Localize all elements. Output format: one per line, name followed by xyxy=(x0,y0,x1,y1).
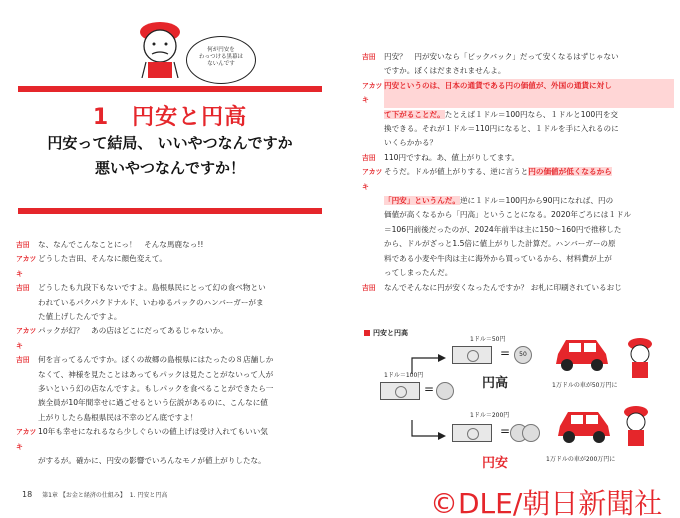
highlight-text: 円の価値が低くなるから xyxy=(528,167,612,177)
dialog-text: 換できる。それが１ドル＝110円になると、１ドルを手に入れるのに xyxy=(384,124,619,134)
dialog-text: どうした吉田、そんなに顔色変えて。 xyxy=(38,254,167,264)
dialog-line xyxy=(362,151,674,165)
rate-mid: 1ドル＝100円 xyxy=(384,372,424,379)
speaker-label: 吉田 xyxy=(16,241,30,249)
car-bottom-icon xyxy=(554,404,614,446)
diagram-title: 円安と円高 xyxy=(373,329,408,337)
title-band-bottom xyxy=(18,208,322,214)
title-band-top xyxy=(18,86,322,92)
speaker-label: 吉田 xyxy=(362,153,376,162)
bubble-text: 何が円安を わっつける黒幕は ないんです xyxy=(199,47,243,67)
dialog-text: 多いという幻の店なんですよ。もしパックを食べることができたら一 xyxy=(38,384,274,394)
equals-sign: = xyxy=(424,382,435,396)
coin-50-icon: 50 xyxy=(514,346,532,364)
dialog-text: 何を言ってるんですか。ぼくの故郷の島根県にはたったの８店舗しか xyxy=(38,355,274,365)
dialog-line xyxy=(16,252,328,281)
arrow-down-icon xyxy=(412,420,438,436)
dialog-text: 110円ですね。あ、値上がりしてます。 xyxy=(384,152,520,162)
copyright-watermark: ©DLE/朝日新聞社 xyxy=(430,487,663,518)
section-title: 1 円安と円高 xyxy=(92,105,248,130)
chapter-title: 【お金と経済の仕組み】 xyxy=(59,492,126,499)
page-number: 18 xyxy=(22,490,33,499)
yen-high-label: 円高 xyxy=(482,376,509,391)
rate-bottom: 1ドル＝200円 xyxy=(470,412,510,419)
mascot-small-icon xyxy=(616,404,656,448)
left-dialog xyxy=(16,238,328,469)
dialog-text-block xyxy=(362,194,674,208)
car-top-icon xyxy=(552,332,612,374)
dialog-text: 族全員が10年間幸せに過ごせるという伝説があるのに、こんなに値 xyxy=(38,398,268,408)
speaker-label: アカツキ xyxy=(16,428,37,451)
dialog-text: われているパクパクドナルド、いわゆるパックのハンバーガーがま xyxy=(38,297,264,307)
dialog-text: から、ドルがざっと1.5倍に値上がりした計算だ。ハンバーガーの原 xyxy=(384,239,616,249)
dialog-text: た値上げしたんですよ。 xyxy=(38,312,122,322)
page-footer xyxy=(22,490,167,499)
rate-top: 1ドル＝50円 xyxy=(470,336,506,343)
arrow-head-icon xyxy=(438,432,446,440)
dialog-line xyxy=(362,79,674,108)
dollar-bill-icon xyxy=(452,346,492,364)
dialog-text: 価値が高くなるから「円高」ということになる。2020年ごろには１ドル xyxy=(384,210,632,220)
speaker-label: アカツキ xyxy=(362,168,383,191)
equals-sign: = xyxy=(500,424,511,438)
chapter-label: 第1章 xyxy=(42,492,58,499)
dialog-line xyxy=(16,238,328,252)
dialog-text: な、なんでこんなことにっ！ そんな馬鹿なっ!! xyxy=(38,240,204,249)
right-dialog xyxy=(362,50,674,295)
dialog-text: がするが。確かに、円安の影響でいろんなモノが値上がりしたな。 xyxy=(38,456,266,466)
coin-100-icon xyxy=(436,382,454,400)
dialog-text: なくて、神様を見たことはあってもパックは見たことがないって人が xyxy=(38,369,274,379)
dialog-text: ってしまったんだ。 xyxy=(384,268,453,278)
subtitle-line-1: 円安って結局、 いいやつなんですか xyxy=(47,134,293,152)
mascot-small-icon xyxy=(620,336,660,380)
dialog-text: 円安？ 円が安いなら「ビックバック」だって安くなるはずじゃない xyxy=(384,52,619,61)
dialog-text: 上がりしたら島根県民は不幸のどん底ですよ！ xyxy=(38,412,198,422)
speaker-label: 吉田 xyxy=(362,283,376,292)
coin-100-icon xyxy=(522,424,540,442)
dialog-line xyxy=(362,50,674,64)
speaker-label: 吉田 xyxy=(362,53,376,61)
dialog-text: なんでそんなに円が安くなったんですか？ お札に印刷されているおじ xyxy=(384,282,622,292)
car-top-caption: 1万ドルの車が50万円に xyxy=(552,382,618,389)
diagram-label xyxy=(364,328,408,338)
dialog-text: パックが幻？ あの店はどこにだってあるじゃないか。 xyxy=(38,326,228,336)
dialog-line xyxy=(362,165,674,194)
speaker-label: 吉田 xyxy=(16,356,30,365)
dialog-text: 10年も幸せになれるなら少しぐらいの値上げは受け入れてもいい気 xyxy=(38,427,268,437)
label-square-icon xyxy=(364,330,370,336)
section-label: 1. 円安と円高 xyxy=(129,492,168,499)
yen-low-label: 円安 xyxy=(482,456,509,471)
equals-sign: = xyxy=(500,346,511,360)
dialog-text: 料である小麦や牛肉は主に海外から買っているから、材料費が上が xyxy=(384,253,612,263)
dollar-bill-icon xyxy=(452,424,492,442)
dialog-text: どうしたも九段下もないですよ。島根県民にとって幻の食べ物とい xyxy=(38,283,266,293)
car-bottom-caption: 1万ドルの車が200万円に xyxy=(546,456,616,463)
dialog-text: そうだ。ドルが値上がりする、逆に言うと xyxy=(384,167,529,177)
dialog-text: いくらかかる？ xyxy=(384,138,438,148)
highlight-text: 円安というのは、日本の通貨である円の価値が、外国の通貨に対し xyxy=(384,79,674,108)
speaker-label: アカツキ xyxy=(362,81,383,105)
dialog-text: たとえば１ドル＝100円なら、１ドルと100円を交 xyxy=(444,109,619,119)
dialog-line xyxy=(16,324,328,353)
highlight-text: 「円安」というんだ。 xyxy=(384,196,460,206)
speech-bubble xyxy=(186,36,256,84)
dialog-text: 逆に１ドル＝100円から90円になれば、円の xyxy=(459,196,614,206)
dialog-text-block xyxy=(362,108,674,122)
dialog-line xyxy=(16,425,328,454)
speaker-label: アカツキ xyxy=(16,255,37,278)
speaker-label: アカツキ xyxy=(16,327,37,350)
highlight-text: て下がることだ。 xyxy=(384,109,445,119)
dialog-text: ＝106円前後だったのが、2024年前半は主に150～160円で推移した xyxy=(384,224,622,234)
dialog-line xyxy=(362,281,674,295)
arrow-head-icon xyxy=(438,354,446,362)
dialog-text: ですか。ぼくはだまされませんよ。 xyxy=(384,66,506,76)
dollar-bill-icon xyxy=(380,382,420,400)
dialog-line xyxy=(16,353,328,367)
speaker-label: 吉田 xyxy=(16,284,30,293)
dialog-line xyxy=(16,281,328,295)
subtitle-line-2: 悪いやつなんですか！ xyxy=(94,159,245,177)
